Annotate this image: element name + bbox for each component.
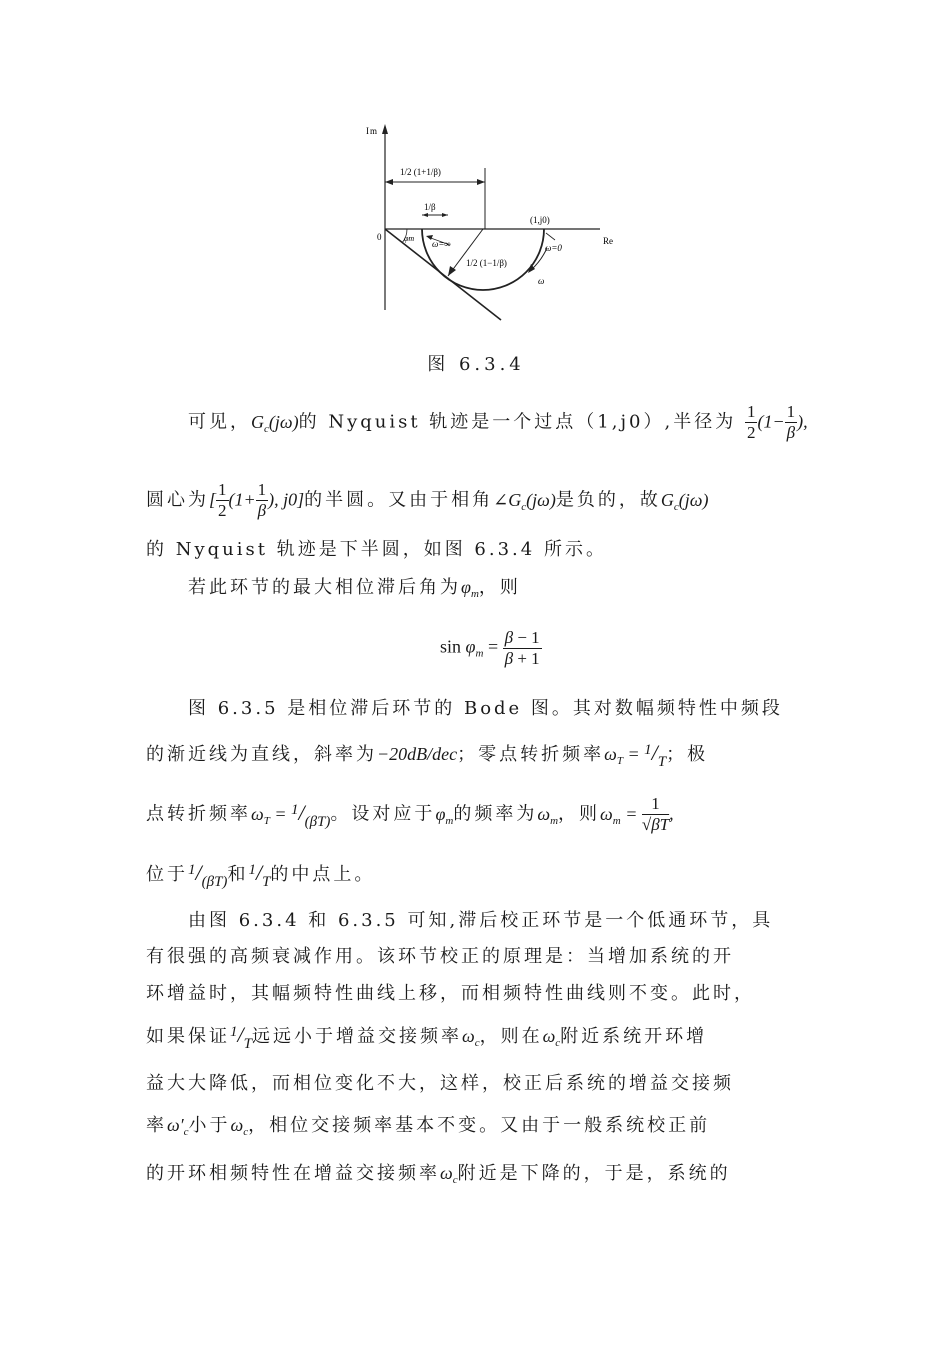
top-dim-label: 1/2 (1+1/β) — [400, 167, 441, 177]
phi-label: φm — [404, 234, 415, 243]
im-axis-arrow — [382, 124, 388, 134]
text-line-3: 的 Nyquist 轨迹是下半圆，如图 6.3.4 所示。 — [146, 539, 607, 560]
origin-label: 0 — [377, 232, 382, 242]
radius-label: 1/2 (1−1/β) — [466, 258, 507, 268]
point-label: (1,j0) — [530, 215, 550, 225]
text-line-15: 的开环相频特性在增益交接频率$\omega_c$附近是下降的，于是，系统的 — [146, 1163, 731, 1186]
text-line-4: 若此环节的最大相位滞后角为$\varphi_m$，则 — [188, 577, 521, 600]
omega-label: ω — [538, 276, 545, 286]
beta-dim-label: 1/β — [424, 202, 436, 212]
text-line-6: 的渐近线为直线，斜率为−20dB/dec；零点转折频率$\omega_T = ^1/_T$；极 — [146, 740, 709, 770]
omega-zero-label: ω=0 — [545, 243, 562, 253]
im-label: Im — [366, 126, 378, 136]
text-line-12: 如果保证$^1/_T$远远小于增益交接频率$\omega_c$，则在$\omega_c$附近系统开环增 — [146, 1022, 708, 1052]
text-line-14: 率$\omega'_c$小于$\omega_c$，相位交接频率基本不变。又由于一般系统校正前 — [146, 1115, 711, 1138]
nyquist-figure — [360, 118, 630, 333]
omega-inf-label: ω=∞ — [432, 239, 451, 249]
figure-caption: 图 6.3.4 — [427, 354, 525, 375]
text-line-11: 环增益时，其幅频特性曲线上移，而相频特性曲线则不变。此时， — [146, 983, 755, 1004]
re-label: Re — [603, 236, 613, 246]
text-line-7: 点转折频率$\omega_T = ^1/_{(\beta T)}$。设对应于$\varphi_m$的频率为$\omega_m$，则$\omega_m$ = $\frac{1}{√\beta T}$ , — [146, 794, 674, 834]
text-line-2: 圆心为[ $\frac{1}{2}$ (1+ $\frac{1}{\beta}$ ), j0]的半圆。又由于相角$\angle G_c(j\omega)$是负的，故$G_c(j\omega)$ — [146, 480, 709, 520]
text-line-1: 可见，$G_c(j\omega)$的 Nyquist 轨迹是一个过点（1,j0）,半径为 $\frac{1}{2}$ (1− $\frac{1}{\beta}$ ), — [188, 402, 808, 442]
text-line-5: 图 6.3.5 是相位滞后环节的 Bode 图。其对数幅频特性中频段 — [188, 698, 783, 719]
sin-equation: $\sin \varphi_m$ = $\frac{\beta - 1}{\beta + 1}$ — [440, 628, 540, 668]
text-line-10: 有很强的高频衰减作用。该环节校正的原理是：当增加系统的开 — [146, 946, 734, 967]
text-line-9: 由图 6.3.4 和 6.3.5 可知,滞后校正环节是一个低通环节，具 — [188, 910, 774, 931]
text-line-8: 位于$^1/_{(\beta T)}$和$^1/_T$的中点上。 — [146, 860, 376, 890]
text-line-13: 益大大降低，而相位变化不大，这样，校正后系统的增益交接频 — [146, 1073, 734, 1094]
